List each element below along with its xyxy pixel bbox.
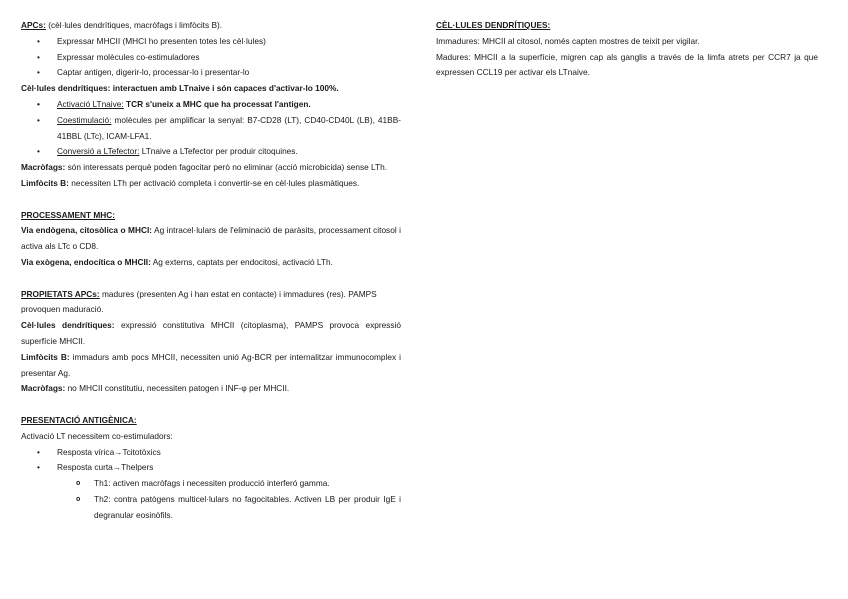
apcs-bullet-list bbox=[21, 34, 401, 81]
endogenous-text: Ag intracel·lulars de l'eliminació de paràsits, processament citosol i activa als LTc o CD8. bbox=[21, 225, 401, 252]
exogenous-paragraph bbox=[21, 255, 401, 271]
lymphocytes-label: Limfòcits B: bbox=[21, 177, 69, 188]
presentacio-sub-list bbox=[21, 476, 401, 523]
list-item: • Expressar MHCII (MHCI ho presenten totes les cèl·lules) bbox=[21, 34, 401, 50]
dendritic-bullet-list bbox=[21, 97, 401, 160]
list-item bbox=[21, 113, 401, 145]
prop-macrophages-text: no MHCII constitutiu, necessiten patogen i INF-φ per MHCII. bbox=[65, 383, 290, 394]
bullet-term: Coestimulació: bbox=[57, 114, 112, 125]
list-item: o Th1: activen macròfags i necessiten producció interferó gamma. bbox=[21, 476, 401, 492]
bullet-term: Activació LTnaive: bbox=[57, 98, 124, 109]
dendritic-heading: CÈL·LULES DENDRÍTIQUES: bbox=[436, 20, 551, 30]
list-item bbox=[21, 144, 401, 160]
propietats-paragraph bbox=[21, 287, 401, 319]
prop-dendritic-text: expressió constitutiva MHCII (citoplasma), PAMPS provoca expressió superfície MHCII. bbox=[21, 320, 401, 346]
presentacio-heading: PRESENTACIÓ ANTIGÈNICA: bbox=[21, 414, 137, 425]
mature-paragraph: Madures: MHCII a la superfície, migren cap als ganglis a través de la limfa atrets per CCR7 ja que expressen CCL19 per activar els LTnaive. bbox=[436, 51, 818, 78]
lymphocytes-text: necessiten LTh per activació completa i convertir-se en cèl·lules plasmàtiques. bbox=[68, 177, 360, 188]
prop-lymphocytes-label: Limfòcits B: bbox=[21, 351, 70, 362]
prop-dendritic-paragraph bbox=[21, 318, 401, 350]
endogenous-label: Via endògena, citosòlica o MHCI: bbox=[21, 225, 153, 236]
propietats-intro: madures (presenten Ag i han estat en contacte) i immadures (res). PAMPS provoquen maduració. bbox=[21, 288, 377, 315]
bullet-term: Conversió a LTefector: bbox=[57, 146, 140, 157]
bullet-text: molècules per amplificar la senyal: B7-CD28 (LT), CD40-CD40L (LB), 41BB-41BBL (LTc), ICAM-LFA1. bbox=[57, 114, 401, 141]
list-item: • Resposta vírica→Tcitotòxics bbox=[21, 445, 401, 461]
bullet-text: LTnaive a LTefector per produir citoquines. bbox=[139, 146, 298, 157]
list-item: • Captar antigen, digerir-lo, processar-lo i presentar-lo bbox=[21, 65, 401, 81]
prop-lymphocytes-paragraph bbox=[21, 350, 401, 382]
bullet-text: TCR s'uneix a MHC que ha processat l'antigen. bbox=[123, 98, 311, 109]
spacer bbox=[21, 192, 401, 208]
macrophages-label: Macròfags: bbox=[21, 162, 66, 173]
right-column bbox=[436, 18, 818, 81]
dendritic-cells-line: Cèl·lules dendrítiques: interactuen amb LTnaive i són capaces d'activar-lo 100%. bbox=[21, 83, 339, 94]
immature-line: Immadures: MHCII al citosol, només capten mostres de teixit per vigilar. bbox=[436, 35, 700, 46]
prop-lymphocytes-text: immadurs amb pocs MHCII, necessiten unió Ag-BCR per internalitzar immunocomplex i presentar Ag. bbox=[21, 351, 401, 378]
exogenous-text: Ag externs, captats per endocitosi, activació LTh. bbox=[150, 256, 333, 267]
list-item: • Resposta curta→Thelpers bbox=[21, 460, 401, 476]
apcs-heading: APCs: bbox=[21, 20, 46, 30]
prop-macrophages-paragraph bbox=[21, 381, 401, 397]
processament-heading: PROCESSAMENT MHC: bbox=[21, 209, 116, 220]
list-item: o Th2: contra patògens multicel·lulars no fagocitables. Activen LB per produir IgE i degranular eosinòfils. bbox=[21, 492, 401, 524]
left-column bbox=[21, 18, 401, 524]
macrophages-text: són interessats perquè poden fagocitar però no eliminar (acció microbicida) sense LTh. bbox=[65, 162, 388, 173]
spacer bbox=[21, 397, 401, 413]
apcs-intro: (cèl·lules dendrítiques, macròfags i limfòcits B). bbox=[45, 20, 223, 30]
list-item bbox=[21, 97, 401, 113]
presentacio-intro: Activació LT necessitem co-estimuladors: bbox=[21, 430, 173, 441]
list-item: • Expressar molècules co-estimuladores bbox=[21, 50, 401, 66]
lymphocytes-paragraph bbox=[21, 176, 401, 192]
presentacio-bullet-list bbox=[21, 445, 401, 477]
apcs-paragraph bbox=[21, 18, 401, 34]
prop-dendritic-label: Cèl·lules dendrítiques: bbox=[21, 320, 115, 331]
exogenous-label: Via exògena, endocítica o MHCII: bbox=[21, 256, 151, 267]
propietats-heading: PROPIETATS APCs: bbox=[21, 288, 100, 299]
spacer bbox=[21, 271, 401, 287]
macrophages-paragraph bbox=[21, 160, 401, 176]
endogenous-paragraph bbox=[21, 223, 401, 255]
prop-macrophages-label: Macròfags: bbox=[21, 383, 66, 394]
